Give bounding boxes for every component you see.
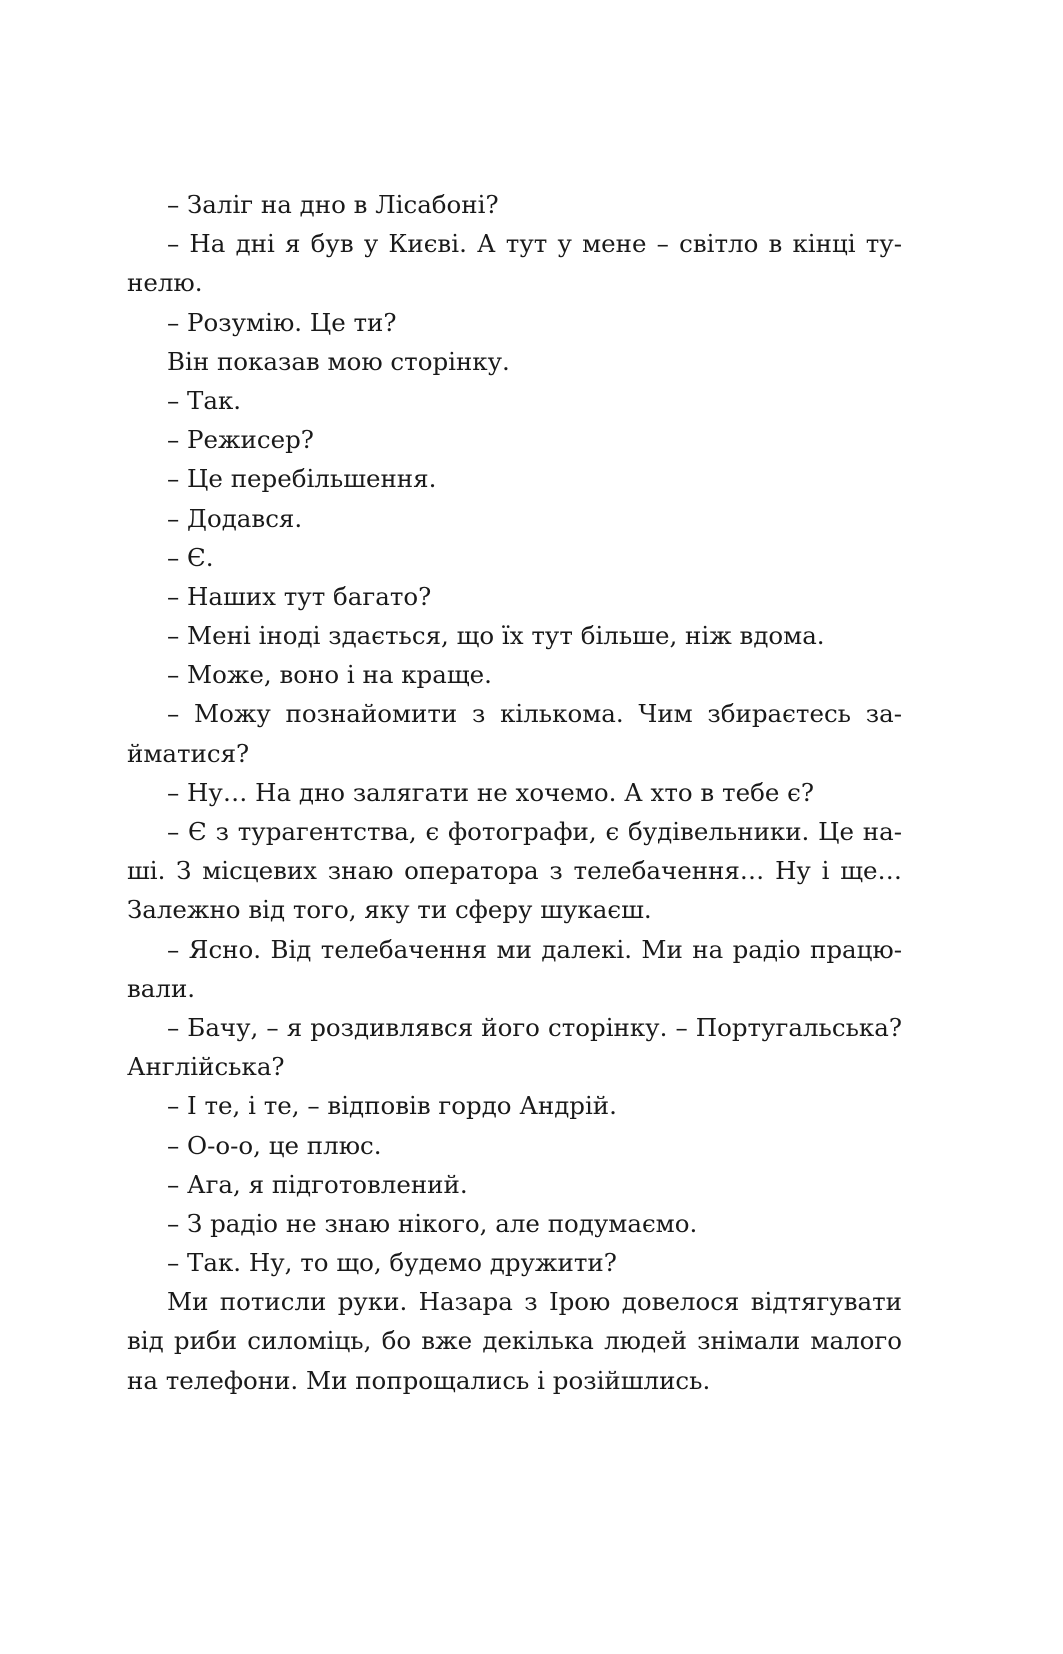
- text-line: – Ну… На дно залягати не хочемо. А хто в тебе є?: [167, 777, 814, 807]
- text-line: – Додався.: [167, 503, 303, 533]
- text-line: ші. З місцевих знаю оператора з телебачення… Ну і ще…: [127, 856, 902, 886]
- text-line: від риби силоміць, бо вже декілька людей знімали малого: [127, 1326, 902, 1356]
- text-line: – І те, і те, – відповів гордо Андрій.: [167, 1091, 617, 1121]
- text-line: – Це перебільшення.: [167, 464, 437, 494]
- text-line: – Є.: [167, 542, 214, 572]
- text-line: – Бачу, – я роздивлявся його сторінку. – Португальська?: [167, 1012, 902, 1042]
- text-line: – З радіо не знаю нікого, але подумаємо.: [167, 1208, 698, 1238]
- text-line: Ми потисли руки. Назара з Ірою довелося відтягувати: [167, 1287, 902, 1317]
- text-line: – Режисер?: [167, 425, 314, 455]
- text-line: – Розумію. Це ти?: [167, 307, 397, 337]
- text-line: Він показав мою сторінку.: [167, 346, 510, 376]
- text-line: – О-о-о, це плюс.: [167, 1130, 382, 1160]
- text-line: – Так.: [167, 385, 242, 415]
- text-line: – На дні я був у Києві. А тут у мене – світло в кінці ту-: [167, 229, 902, 259]
- text-line: – Заліг на дно в Лісабоні?: [167, 190, 499, 219]
- text-line: на телефони. Ми попрощались і розійшлись.: [127, 1365, 711, 1395]
- text-line: Залежно від того, яку ти сферу шукаєш.: [127, 895, 652, 925]
- text-line: йматися?: [127, 738, 250, 768]
- text-line: – Може, воно і на краще.: [167, 660, 492, 690]
- text-line: – Наших тут багато?: [167, 581, 432, 611]
- text-line: вали.: [127, 973, 196, 1003]
- text-line: – Мені іноді здається, що їх тут більше, ніж вдома.: [167, 621, 825, 651]
- text-line: – Так. Ну, то що, будемо дружити?: [167, 1248, 617, 1278]
- text-line: – Є з турагентства, є фотографи, є будівельники. Це на-: [167, 817, 902, 846]
- text-line: Англійська?: [127, 1052, 285, 1082]
- body-text: [127, 185, 902, 1400]
- text-line: нелю.: [127, 268, 203, 298]
- text-line: – Ага, я підготовлений.: [167, 1169, 468, 1199]
- text-line: – Ясно. Від телебачення ми далекі. Ми на радіо працю-: [167, 934, 902, 964]
- text-line: – Можу познайомити з кількома. Чим збираєтесь за-: [167, 699, 902, 729]
